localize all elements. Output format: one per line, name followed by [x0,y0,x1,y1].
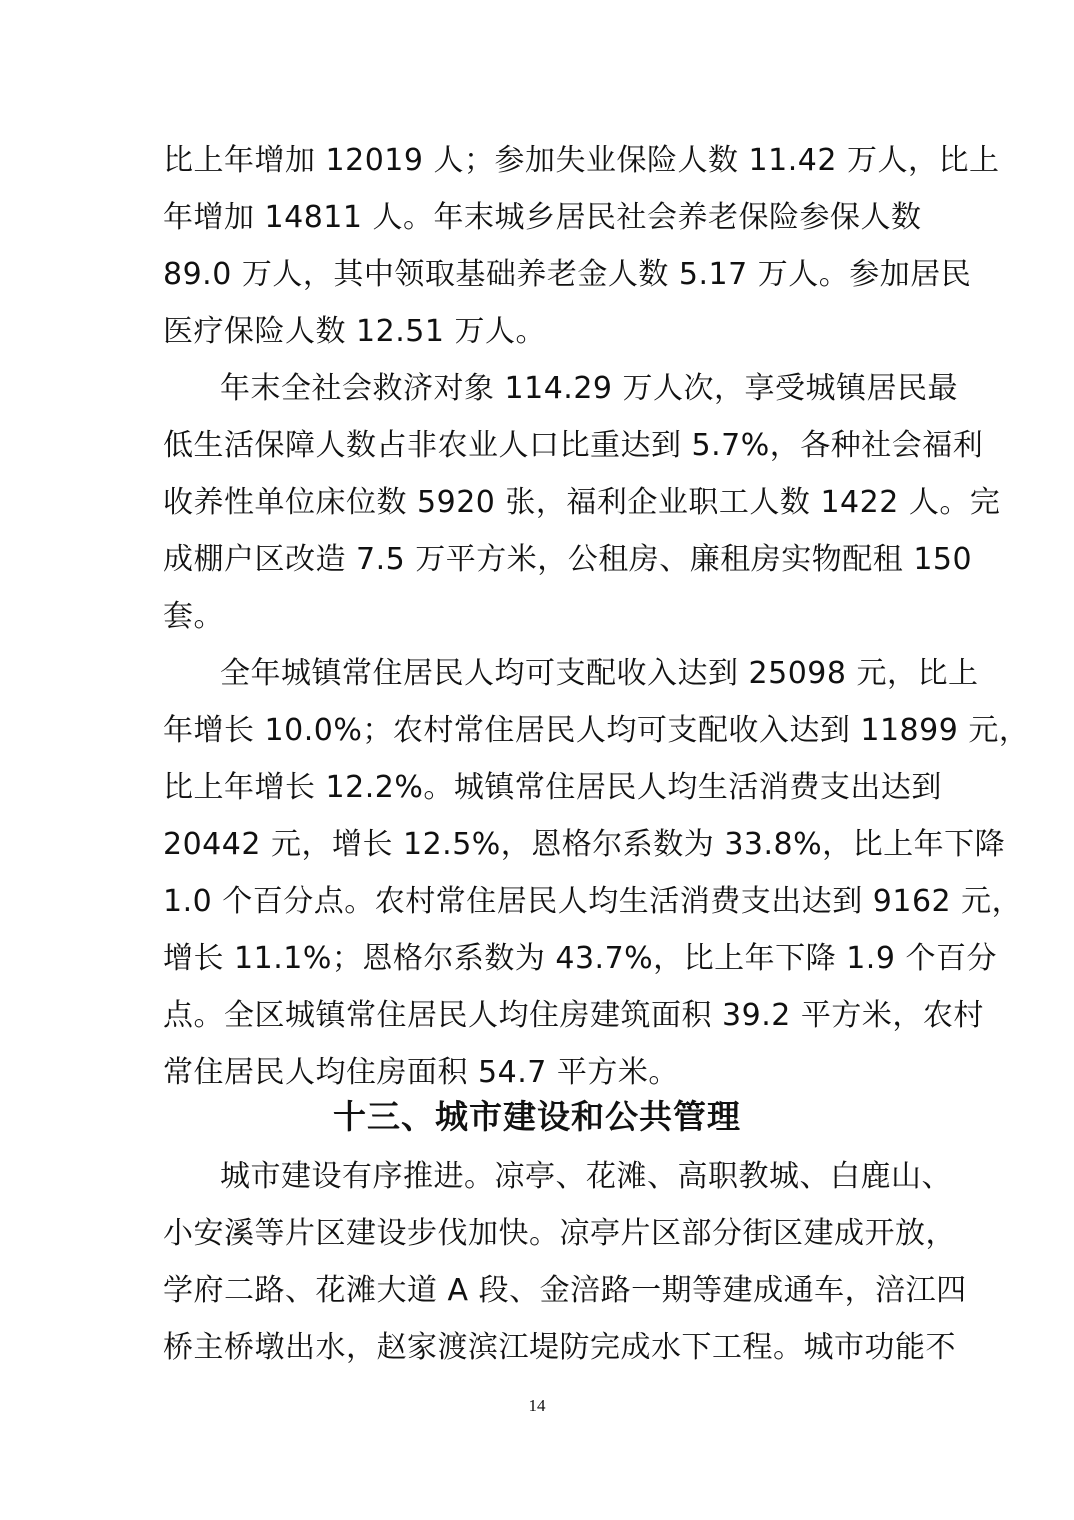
text-line: 年末全社会救济对象 114.29 万人次，享受城镇居民最 [220,371,959,406]
text-line: 桥主桥墩出水，赵家渡滨江堤防完成水下工程。城市功能不 [163,1330,956,1365]
text-line: 点。全区城镇常住居民人均住房建筑面积 39.2 平方米，农村 [163,998,984,1033]
text-line: 医疗保险人数 12.51 万人。 [163,314,546,349]
page-number: 14 [528,1396,546,1415]
text-line: 收养性单位床位数 5920 张，福利企业职工人数 1422 人。完 [163,485,1001,520]
text-line: 低生活保障人数占非农业人口比重达到 5.7%，各种社会福利 [163,428,984,463]
text-line: 1.0 个百分点。农村常住居民人均生活消费支出达到 9162 元， [163,884,1023,919]
text-line: 年增长 10.0%；农村常住居民人均可支配收入达到 11899 元， [163,713,1030,748]
section-heading: 十三、城市建设和公共管理 [333,1097,741,1136]
text-line: 89.0 万人，其中领取基础养老金人数 5.17 万人。参加居民 [163,257,972,292]
text-line: 全年城镇常住居民人均可支配收入达到 25098 元，比上 [220,656,979,691]
text-line: 套。 [163,599,224,634]
text-line: 年增加 14811 人。年末城乡居民社会养老保险参保人数 [163,200,922,235]
text-line: 成棚户区改造 7.5 万平方米，公租房、廉租房实物配租 150 [163,542,973,577]
text-line: 增长 11.1%；恩格尔系数为 43.7%，比上年下降 1.9 个百分 [163,941,997,976]
text-line: 小安溪等片区建设步伐加快。凉亭片区部分街区建成开放， [163,1216,956,1251]
text-line: 比上年增加 12019 人；参加失业保险人数 11.42 万人，比上 [163,143,1000,178]
text-line: 城市建设有序推进。凉亭、花滩、高职教城、白鹿山、 [220,1159,952,1194]
text-line: 比上年增长 12.2%。城镇常住居民人均生活消费支出达到 [163,770,942,805]
text-line: 常住居民人均住房面积 54.7 平方米。 [163,1055,679,1090]
text-line: 20442 元，增长 12.5%，恩格尔系数为 33.8%，比上年下降 [163,827,1006,862]
text-line: 学府二路、花滩大道 A 段、金涪路一期等建成通车，涪江四 [163,1273,967,1308]
